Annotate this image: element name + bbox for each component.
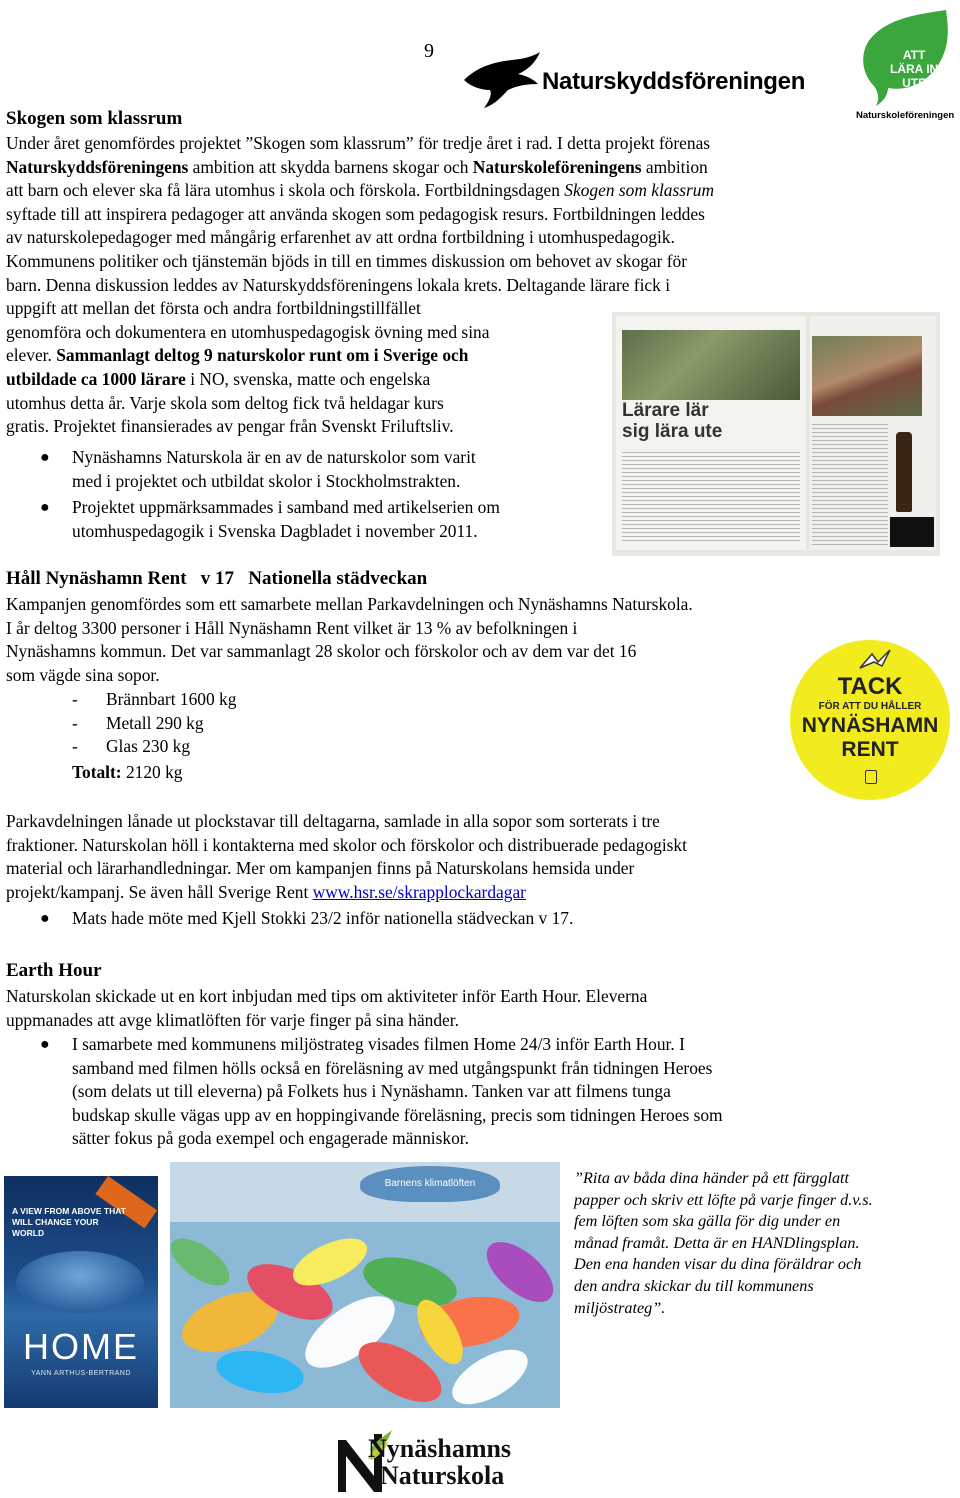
section-heading-earth-hour: Earth Hour — [6, 960, 102, 981]
handprints-photo — [170, 1162, 560, 1408]
list-item: ● Projektet uppmärksammades i samband med artikelserien om utomhuspedagogik i Svenska Dagbladet i november 2011. — [40, 497, 500, 541]
poster-tagline: A VIEW FROM ABOVE THAT WILL CHANGE YOUR WORLD — [12, 1206, 126, 1238]
municipal-crest-icon — [865, 770, 877, 784]
section3-intro — [6, 985, 866, 1032]
text-line: elever. Sammanlagt deltog 9 naturskolor runt om i Sverige och — [6, 345, 469, 366]
page-number: 9 — [424, 40, 434, 62]
text-line: syftade till att inspirera pedagoger att använda skogen som pedagogisk resurs. Fortbildningen leddes — [6, 203, 705, 224]
logo-text-nynashamns: Nynäshamns — [368, 1434, 512, 1463]
waste-list — [72, 688, 236, 784]
logo-text-ute: UTE — [902, 76, 927, 90]
section-heading-hall-nynashamn-rent: Håll Nynäshamn Rent v 17 Nationella städveckan — [6, 568, 428, 589]
earth-image — [16, 1251, 144, 1313]
section2-intro — [6, 593, 866, 687]
text-line: utomhus detta år. Varje skola som deltog fick två heldagar kurs — [6, 392, 444, 413]
text-line: Kommunens politiker och tjänstemän bjöds in till en timmes diskussion om behovet av skogar för — [6, 250, 688, 271]
caption-line: Den ena handen visar du dina föräldrar och — [574, 1255, 862, 1274]
ad-box — [890, 517, 934, 547]
bird-icon — [858, 648, 892, 674]
hands-artwork — [170, 1202, 560, 1408]
logo-text-naturskola: Naturskola — [380, 1461, 505, 1490]
section2-bullets — [0, 907, 860, 931]
hall-nynashamn-rent-badge — [790, 640, 950, 800]
section1-bullets — [0, 446, 600, 543]
text-line: Kampanjen genomfördes som ett samarbete mellan Parkavdelningen och Nynäshamns Naturskola. — [6, 594, 693, 614]
text-line: Under året genomfördes projektet ”Skogen som klassrum” för tredje året i rad. I detta projekt förenas — [6, 133, 711, 153]
handprints-caption — [574, 1168, 954, 1319]
text-line: fraktioner. Naturskolan höll i kontakterna med skolor och förskolor och distribuerade pedagogiskt — [6, 834, 687, 855]
bird-icon — [462, 50, 542, 112]
list-item: ● I samarbete med kommunens miljöstrateg visades filmen Home 24/3 inför Earth Hour. I samband med filmen hölls också en föreläsning av med utgångspunkt från tidningen Heroes (som delats ut till eleverna) på Folkets hus i Nynäshamn. Tanken var att filmens tunga budskap skulle vägas upp av en hoppingivande föreläsning, precis som tidningen Heroes som sätter fokus på goda exempel och engagerade människor. — [40, 1034, 723, 1149]
text-line: uppgift att mellan det första och andra fortbildningstillfället — [6, 298, 421, 319]
section-heading-skogen: Skogen som klassrum — [6, 108, 183, 129]
poster-director: YANN ARTHUS-BERTRAND — [31, 1370, 131, 1377]
text-line: projekt/kampanj. Se även håll Sverige Rent www.hsr.se/skrapplockardagar — [6, 881, 526, 902]
home-movie-poster — [4, 1176, 158, 1408]
att-lara-ute-logo — [850, 8, 958, 123]
caption-line: den andra skickar du till kommunens — [574, 1276, 814, 1295]
naturskyddsforeningen-text: Naturskyddsföreningen — [542, 68, 806, 95]
bottle-image — [896, 432, 912, 512]
text-line: gratis. Projektet finansierades av pengar från Svenskt Friluftsliv. — [6, 416, 454, 437]
logo-text-att: ATT — [902, 48, 926, 62]
caption-line: papper och skriv ett löfte på varje finger d.v.s. — [574, 1190, 873, 1209]
section3-bullets — [0, 1033, 900, 1151]
badge-text-tack: TACK — [837, 673, 903, 700]
list-item: - Metall 290 kg — [72, 712, 204, 733]
text-line: utbildade ca 1000 lärare i NO, svenska, matte och engelska — [6, 368, 431, 389]
list-item: ● Mats hade möte med Kjell Stokki 23/2 inför nationella städveckan v 17. — [0, 907, 860, 931]
badge-text-rent: RENT — [841, 738, 899, 761]
list-item: ● Nynäshamns Naturskola är en av de naturskolor som varit med i projektet och utbildat skolor i Stockholmstrakten. — [40, 447, 476, 491]
text-line: Nynäshamns kommun. Det var sammanlagt 28 skolor och förskolor och av dem var det 16 — [6, 641, 637, 662]
klimatloften-banner: Barnens klimatlöften — [360, 1166, 500, 1202]
logo-text-lara-in: LÄRA IN — [890, 62, 939, 76]
caption-line: månad framåt. Detta är en HANDlingsplan. — [574, 1233, 860, 1252]
bullet-icon: ● — [40, 449, 50, 466]
text-line: uppmanades att avge klimatlöften för varje finger på sina händer. — [6, 1009, 459, 1030]
text-line: av naturskolepedagoger med mångårig erfarenhet av att ordna fortbildning i utomhuspedagogik. — [6, 227, 675, 248]
text-line: Naturskolan skickade ut en kort inbjudan med tips om aktiviteter inför Earth Hour. Eleverna — [6, 986, 648, 1006]
total-line: Totalt: 2120 kg — [72, 761, 183, 782]
naturskoleforeningen-text: Naturskoleföreningen — [856, 110, 955, 121]
text-line: Naturskyddsföreningens ambition att skydda barnens skogar och Naturskoleföreningens ambition — [6, 156, 708, 177]
text-line: som vägde sina sopor. — [6, 664, 160, 685]
nynashamns-naturskola-logo — [334, 1428, 564, 1494]
caption-line: ”Rita av båda dina händer på ett färgglatt — [574, 1169, 850, 1187]
newspaper-headline: Lärare lär sig lära ute — [622, 400, 723, 442]
naturskyddsforeningen-logo — [462, 50, 832, 112]
bullet-icon: ● — [40, 1036, 50, 1053]
list-item: - Brännbart 1600 kg — [72, 689, 237, 709]
badge-text-for-att: FÖR ATT DU HÅLLER — [818, 701, 922, 712]
text-line: I år deltog 3300 personer i Håll Nynäshamn Rent vilket är 13 % av befolkningen i — [6, 617, 578, 638]
text-line: genomföra och dokumentera en utomhuspedagogisk övning med sina — [6, 321, 490, 342]
hsr-link[interactable]: www.hsr.se/skrapplockardagar — [312, 881, 526, 902]
bullet-icon: ● — [40, 499, 50, 517]
poster-title: HOME — [23, 1326, 139, 1367]
caption-line: miljöstrateg”. — [574, 1298, 666, 1317]
newspaper-photo — [612, 312, 940, 556]
bullet-icon: ● — [40, 910, 50, 927]
text-line: att barn och elever ska få lära utomhus i skola och förskola. Fortbildningsdagen Skogen som klassrum — [6, 180, 715, 201]
section2-body — [6, 810, 886, 904]
text-line: material och lärarhandledningar. Mer om kampanjen finns på Naturskolans hemsida under — [6, 858, 635, 879]
teachers-photo — [812, 336, 922, 416]
forest-photo — [622, 330, 800, 400]
caption-line: fem löften som ska gälla för dig under en — [574, 1212, 841, 1231]
text-line: Parkavdelningen lånade ut plockstavar till deltagarna, samlade in alla sopor som sorterats i tre — [6, 811, 660, 831]
badge-text-nynashamn: NYNÄSHAMN — [801, 714, 939, 737]
text-line: barn. Denna diskussion leddes av Naturskyddsföreningens lokala krets. Deltagande lärare fick i — [6, 274, 671, 295]
list-item: - Glas 230 kg — [72, 736, 191, 757]
